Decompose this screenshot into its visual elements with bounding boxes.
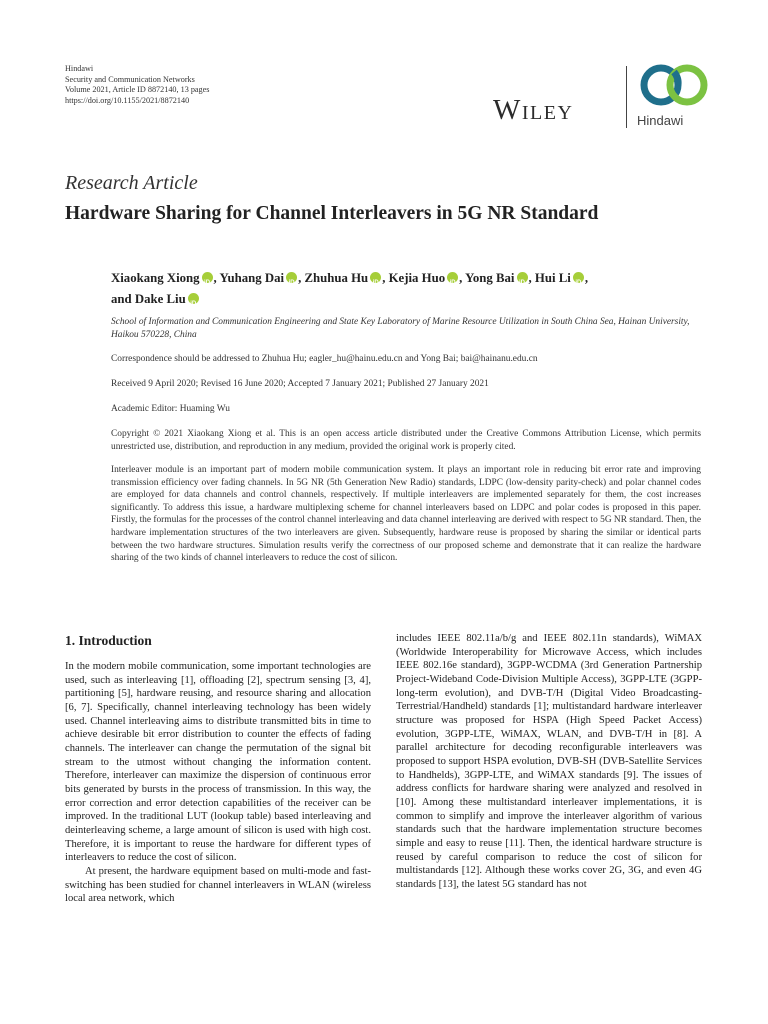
orcid-icon[interactable] [286, 272, 297, 283]
hindawi-logo-icon [637, 62, 711, 108]
volume-info: Volume 2021, Article ID 8872140, 13 pages [65, 85, 210, 94]
publication-dates: Received 9 April 2020; Revised 16 June 2020; Accepted 7 January 2021; Published 27 January 2021 [111, 379, 489, 389]
abstract: Interleaver module is an important part of modern mobile communication system. It plays an important role in reducing bit error rate and improving transmission efficiency over fading channels. In 5G NR (5th Generation New Radio) standards, LDPC (low-density parity-check) and polar channel codes are employed for data channels and control channels, respectively. If multiple interleavers are implemented separately for them, the cost increases significantly. To address this issue, a hardware multiplexing scheme for channel interleavers based on LDPC and polar codes is proposed in this paper. Firstly, the formulas for the processes of the control channel interleaving and data channel interleaving are derived with respect to 5G NR standard. Then, the hardware implementation structures of the two interleavers are given. Subsequently, hardware reuse is proposed by sharing the similar or identical parts between the two hardware structures. Simulation results verify the correctness of our proposed scheme and demonstrate that it can realize the hardware sharing of the two kinds of channel interleavers to reduce the cost of silicon. [111, 465, 701, 564]
doi-link[interactable]: https://doi.org/10.1155/2021/8872140 [65, 95, 190, 105]
orcid-icon[interactable] [370, 272, 381, 283]
author-conjunction: and [111, 292, 135, 306]
orcid-icon[interactable] [202, 272, 213, 283]
author-separator: , [382, 271, 389, 285]
intro-paragraph-2: At present, the hardware equipment based on multi-mode and fast-switching has been studied for channel interleavers in WLAN (wireless local area network, which [65, 865, 371, 905]
intro-paragraph-1: In the modern mobile communication, some important technologies are used, such as interleaving [1], offloading [2], spectrum sensing [3, 4], partitioning [5], hardware reusing, and resource sharing and allocation [6, 7]. Specifically, channel interleaving technology has been widely used. Channel interleaving aims to distribute transmitted bits in time to achieve desirable bit error distribution to counter the effects of fading channels. The interleaver can change the permutation of the signal bit stream to the utmost without changing the information content. Therefore, interleaver can maximize the dispersion of continuous error bits generated by bursts in the process of transmission. In this way, the error correction and error detection capabilities of the receiver can be improved. In the traditional LUT (lookup table) based interleaving and deinterleaving scheme, a large amount of silicon is used with high cost. Therefore, it is important to reuse the hardware for different types of interleavers to reduce the cost of silicon. [65, 661, 371, 864]
publisher-name: Hindawi [65, 64, 94, 73]
correspondence: Correspondence should be addressed to Zhuhua Hu; eagler_hu@hainu.edu.cn and Yong Bai; bai@hainanu.edu.cn [111, 354, 538, 364]
journal-info [65, 64, 209, 106]
copyright-notice: Copyright © 2021 Xiaokang Xiong et al. This is an open access article distributed under the Creative Commons Attribution License, which permits unrestricted use, distribution, and reproduction in any medium, provided the original work is properly cited. [111, 429, 701, 452]
orcid-icon[interactable] [188, 293, 199, 304]
journal-name: Security and Communication Networks [65, 74, 195, 84]
wiley-logo: Wiley [493, 94, 574, 126]
author-separator: , [213, 271, 220, 285]
author-name: Hui Li [534, 271, 571, 285]
author-list [111, 268, 691, 310]
orcid-icon[interactable] [517, 272, 528, 283]
hindawi-logo-text: Hindawi [637, 113, 684, 128]
author-name: Zhuhua Hu [304, 271, 369, 285]
author-name: Xiaokang Xiong [111, 271, 200, 285]
orcid-icon[interactable] [573, 272, 584, 283]
logo-divider [626, 66, 627, 128]
author-name: Yuhang Dai [219, 271, 285, 285]
author-separator: , [298, 271, 305, 285]
author-separator: , [459, 271, 466, 285]
left-column [65, 660, 371, 906]
paper-title: Hardware Sharing for Channel Interleavers in 5G NR Standard [65, 203, 599, 224]
intro-paragraph-continued: includes IEEE 802.11a/b/g and IEEE 802.11n standards), WiMAX (Worldwide Interoperability for Microwave Access, which includes IEEE 802.16e standard), 3GPP-WCDMA (3rd Generation Partnership Project-Wideband Code-Division Multiple Access), 3GPP-LTE (3GPP-long-term evolution), and DVB-T/H (Digital Video Broadcasting-Terrestrial/Handheld) standards [1]; multistandard hardware interleaver structure was proposed for HSPA (High Speed Packet Access) evolution, 3GPP-LTE, WiMAX, WLAN, and DVB-T/H in [8]. A parallel architecture for decoding reconfigurable interleavers was proposed to support HSPA evolution, DVB-SH (DVB-Satellite Services to Handhelds), 3GPP-LTE, and WiMAX standards [9]. The issues of address conflicts for hardware sharing were analyzed and resolved in [10]. Among these multistandard interleaver implementations, it is common to simplify and improve the interleaver algorithm of various standards such that the hardware implementation structure becomes simple and easy to reuse [11]. Then, the identical hardware structure is reused by careful comparison to reduce the cost of silicon for multistandards [12]. Although these works cover 2G, 3G, and even 4G standards [13], the latest 5G standard has not [396, 633, 702, 890]
article-type: Research Article [65, 172, 198, 194]
author-name: Yong Bai [465, 271, 515, 285]
author-name: Kejia Huo [388, 271, 446, 285]
academic-editor: Academic Editor: Huaming Wu [111, 404, 230, 414]
orcid-icon[interactable] [447, 272, 458, 283]
section-heading: 1. Introduction [65, 633, 152, 648]
author-separator: , [584, 271, 589, 285]
author-separator: , [528, 271, 535, 285]
author-name: Dake Liu [134, 292, 186, 306]
right-column [396, 632, 702, 891]
affiliation: School of Information and Communication Engineering and State Key Laboratory of Marine Resource Utilization in South China Sea, Hainan University, Haikou 570228, China [111, 317, 690, 340]
